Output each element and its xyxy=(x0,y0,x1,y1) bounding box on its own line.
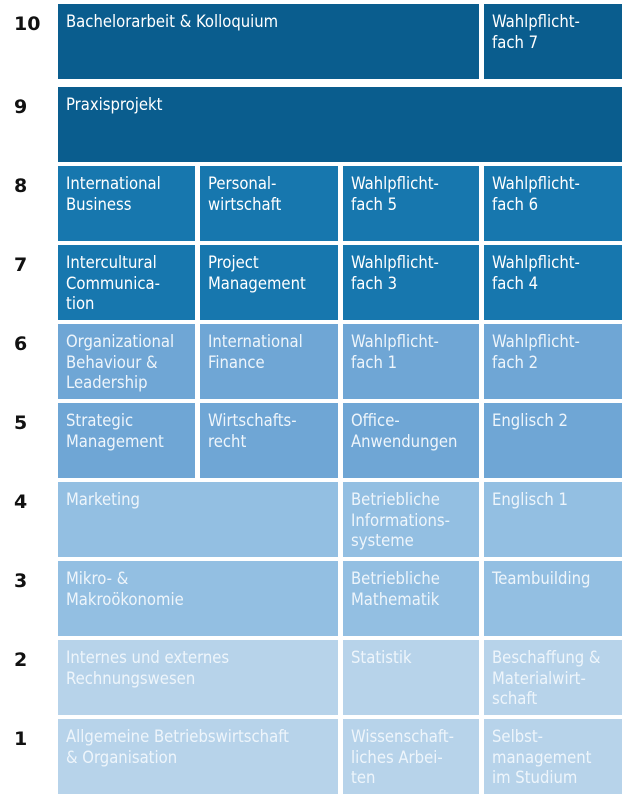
module-cell: Project Management xyxy=(200,245,338,320)
module-cell: Marketing xyxy=(58,482,338,557)
module-cell: Wahlpflicht- fach 6 xyxy=(484,166,622,241)
semester-number-5: 5 xyxy=(14,412,28,434)
module-cell: Wahlpflicht- fach 5 xyxy=(343,166,479,241)
module-cell: Personal- wirtschaft xyxy=(200,166,338,241)
semester-number-6: 6 xyxy=(14,333,28,355)
semester-number-4: 4 xyxy=(14,491,28,513)
module-cell: Statistik xyxy=(343,640,479,715)
module-cell: Bachelorarbeit & Kolloquium xyxy=(58,4,479,79)
module-cell: Organizational Behaviour & Leadership xyxy=(58,324,195,399)
semester-number-3: 3 xyxy=(14,570,28,592)
module-cell: Wissenschaft- liches Arbei- ten xyxy=(343,719,479,794)
module-cell: Internes und externes Rechnungswesen xyxy=(58,640,338,715)
module-cell: Betriebliche Mathematik xyxy=(343,561,479,636)
semester-number-1: 1 xyxy=(14,728,28,750)
module-cell: Beschaffung & Materialwirt- schaft xyxy=(484,640,622,715)
module-cell: Wahlpflicht- fach 3 xyxy=(343,245,479,320)
module-cell: Office- Anwendungen xyxy=(343,403,479,478)
module-cell: Strategic Management xyxy=(58,403,195,478)
semester-number-8: 8 xyxy=(14,175,28,197)
module-cell: Mikro- & Makroökonomie xyxy=(58,561,338,636)
module-cell: Wahlpflicht- fach 7 xyxy=(484,4,622,79)
module-cell: Wahlpflicht- fach 4 xyxy=(484,245,622,320)
semester-number-9: 9 xyxy=(14,96,28,118)
module-cell: Betriebliche Informations- systeme xyxy=(343,482,479,557)
module-cell: International Business xyxy=(58,166,195,241)
module-cell: Englisch 2 xyxy=(484,403,622,478)
module-cell: International Finance xyxy=(200,324,338,399)
module-cell: Wahlpflicht- fach 2 xyxy=(484,324,622,399)
semester-number-2: 2 xyxy=(14,649,28,671)
module-cell: Selbst- management im Studium xyxy=(484,719,622,794)
module-cell: Englisch 1 xyxy=(484,482,622,557)
module-cell: Wirtschafts- recht xyxy=(200,403,338,478)
module-cell: Allgemeine Betriebswirtschaft & Organisation xyxy=(58,719,338,794)
module-cell: Wahlpflicht- fach 1 xyxy=(343,324,479,399)
module-cell: Intercultural Communica- tion xyxy=(58,245,195,320)
module-cell: Praxisprojekt xyxy=(58,87,622,162)
semester-number-10: 10 xyxy=(14,13,41,35)
module-cell: Teambuilding xyxy=(484,561,622,636)
semester-number-7: 7 xyxy=(14,254,28,276)
